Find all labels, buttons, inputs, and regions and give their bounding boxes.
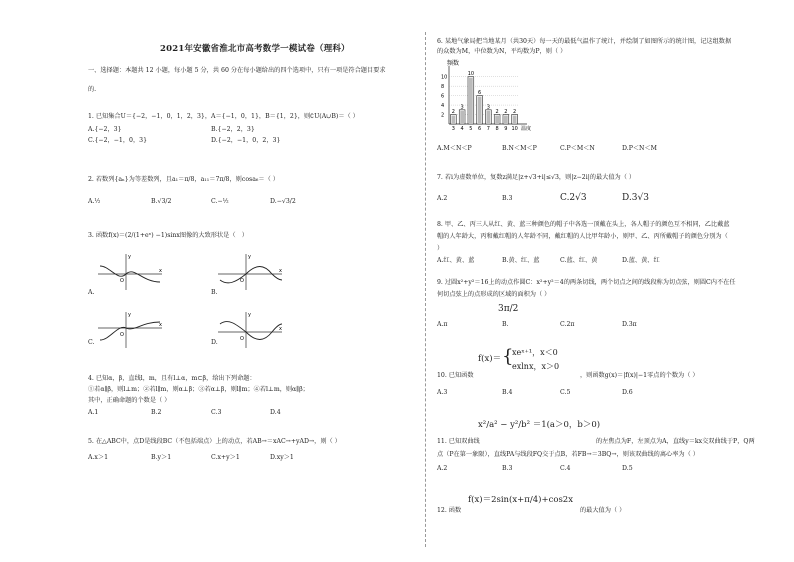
q3-graph-a[interactable] [96,252,166,292]
question-8-text: 8. 甲、乙、丙三人从红、黄、蓝三种颜色的帽子中各选一顶戴在头上，各人帽子的颜色互不相同，乙比戴蓝 [437,221,730,228]
question-11-tail: 的左焦点为F，左顶点为A，直线y＝kx交双曲线于P，Q两 [596,438,755,445]
q1-option-c[interactable]: C.{−2，−1，0，3} [88,137,148,144]
q9-option-c[interactable]: C.2π [560,321,575,328]
x-axis-label: 温度 [521,126,532,132]
column-divider [425,32,426,547]
question-8-text-end: ） [437,245,444,252]
x-tick-label: 10 [511,126,518,132]
question-12-tail: 的最大值为（ ） [580,507,626,514]
q4-option-c[interactable]: C.3 [211,409,222,416]
q6-bar-chart [437,58,547,138]
y-tick-label: 6 [441,93,445,100]
question-5-text: 5. 在△ABC中，点D是线段BC（不包括端点）上的动点，若AB→＝xAC→+yAD→，则（ ） [88,438,341,445]
q10-brace: { [502,346,514,367]
q11-option-d[interactable]: D.5 [622,465,633,472]
question-4-propositions: ①若α∥β，则l⊥m；②若l∥m，则α⊥β；③若α⊥β，则l∥m；④若l⊥m，则α∥β； [88,386,309,393]
question-10-lead: 10. 已知函数 [437,372,474,379]
q11-hyperbola-eq: x²/a² − y²/b² ＝1(a＞0，b＞0) [478,420,601,430]
question-11-text-cont: 点（P在第一象限），直线PA与线段FQ交于点B，若FB→＝3BQ→，则该双曲线的离心率为（ ） [437,451,699,458]
q3-option-a[interactable]: A. [88,289,95,296]
q2-option-a[interactable]: A.½ [88,198,101,205]
svg-text:x: x [279,268,282,274]
question-12-lead: 12. 函数 [437,507,462,514]
q11-option-b[interactable]: B.3 [502,465,513,472]
y-axis-label: 频数 [447,60,460,67]
svg-text:x: x [159,268,162,274]
bar-fill [504,116,508,124]
q7-option-c[interactable]: C.2√3 [560,193,587,203]
svg-text:O: O [240,278,244,284]
svg-text:y: y [248,312,251,318]
bar-fill [513,116,517,124]
bar-value-label: 2 [495,109,499,116]
svg-text:y: y [128,254,131,260]
question-6-text-cont: 的众数为M，中位数为N，平均数为P，则（ ） [437,48,567,55]
y-tick-label: 10 [441,74,448,81]
q4-option-a[interactable]: A.1 [88,409,99,416]
q11-option-a[interactable]: A.2 [437,465,448,472]
q2-option-d[interactable]: D.−√3/2 [270,198,296,205]
svg-text:x: x [159,322,162,328]
x-tick-label: 5 [469,126,473,132]
x-tick-label: 6 [478,126,482,132]
q2-option-b[interactable]: B.√3/2 [151,198,172,205]
q1-option-d[interactable]: D.{−2，−1，0，2，3} [211,137,281,144]
q5-option-c[interactable]: C.x+y＞1 [211,454,240,461]
q6-option-d[interactable]: D.P＜N＜M [622,145,657,152]
q11-option-c[interactable]: C.4 [560,465,571,472]
q8-option-c[interactable]: C.蓝、红、黄 [560,257,598,264]
svg-text:O: O [120,332,124,338]
bar-value-label: 2 [504,109,508,116]
question-6-text: 6. 某地气象局把当地某月（共30天）每一天的最低气温作了统计，并绘制了如图所示的统计图，记这组数据 [437,38,732,45]
x-tick-label: 4 [460,126,464,132]
q7-option-b[interactable]: B.3 [502,195,513,202]
question-11-lead: 11. 已知双曲线 [437,438,480,445]
q6-option-a[interactable]: A.M＜N＜P [437,145,472,152]
svg-text:y: y [128,312,131,318]
section-heading-cont: 的. [88,86,97,93]
x-tick-label: 7 [486,126,490,132]
q8-option-d[interactable]: D.蓝、黄、红 [622,257,660,264]
bar-value-label: 3 [486,104,490,111]
q10-option-c[interactable]: C.5 [560,389,571,396]
q5-option-b[interactable]: B.y＞1 [151,454,172,461]
bar-fill [495,116,499,124]
q9-option-b-fraction: 3π/2 [498,304,519,314]
q9-option-a[interactable]: A.π [437,321,448,328]
q12-function-eq: f(x)＝2sin(x+π/4)+cos2x [468,495,574,505]
question-4-ask: 其中，正确命题的个数是（ ） [88,397,171,404]
q10-function-name: f(x)＝ [478,354,502,364]
x-tick-label: 9 [504,126,508,132]
q1-option-a[interactable]: A.{−2，3} [88,126,122,133]
q3-graph-b[interactable] [216,252,286,292]
bar-value-label: 6 [478,90,482,97]
bar-value-label: 3 [460,104,464,111]
q8-option-a[interactable]: A.红、黄、蓝 [437,257,475,264]
q9-option-b[interactable]: B. [502,321,509,328]
bar-value-label: 10 [467,71,475,78]
question-10-tail: ，则函数g(x)＝|f(x)|−1零点的个数为（ ） [580,372,699,379]
q10-option-a[interactable]: A.3 [437,389,448,396]
q5-option-a[interactable]: A.x＞1 [88,454,109,461]
svg-text:x: x [279,326,282,332]
section-heading: 一、选择题：本题共 12 小题，每小题 5 分，共 60 分在每小题给出的四个选项中，只有一项是符合题目要求 [88,67,386,74]
x-tick-label: 3 [451,126,455,132]
page-title: 2021年安徽省淮北市高考数学一模试卷（理科） [160,44,350,54]
bar-fill [452,116,456,124]
q6-option-b[interactable]: B.N＜M＜P [502,145,537,152]
q7-option-a[interactable]: A.2 [437,195,448,202]
q4-option-d[interactable]: D.4 [270,409,281,416]
bar-value-label: 2 [451,109,455,116]
question-1-text: 1. 已知集合U＝{−2，−1，0，1，2，3}，A＝{−1，0，1}，B＝{1，2}，则∁U(A∪B)＝（ ） [88,113,359,120]
question-9-text-cont: 何切点弦上的点形成的区域的面积为（ ） [437,291,551,298]
q3-graph-c[interactable] [96,310,166,350]
bar-fill [460,111,464,124]
question-3-text: 3. 函数f(x)＝(2/(1+eˣ) −1)sinx图像的大致形状是（ ） [88,232,248,239]
x-tick-label: 8 [495,126,499,132]
q4-option-b[interactable]: B.2 [151,409,162,416]
q3-graph-d[interactable] [216,310,286,350]
y-tick-label: 8 [441,84,445,91]
question-4-text: 4. 已知α，β，直线l，m，且有l⊥α，m⊂β，给出下列命题： [88,375,256,382]
q6-option-c[interactable]: C.P＜M＜N [560,145,595,152]
q3-option-d[interactable]: D. [211,339,218,346]
q8-option-b[interactable]: B.黄、红、蓝 [502,257,540,264]
q10-piece-2: exlnx，x＞0 [512,362,560,371]
q1-option-b[interactable]: B.{−2，2，3} [211,126,255,133]
q10-option-d[interactable]: D.6 [622,389,633,396]
q7-option-d[interactable]: D.3√3 [622,193,649,203]
q3-option-b[interactable]: B. [211,289,218,296]
svg-text:O: O [120,278,124,284]
question-9-text: 9. 过圆x²+y²＝16上的动点作圆C：x²+y²＝4的两条切线，两个切点之间的线段称为切点弦，则圆C内不在任 [437,279,736,286]
svg-text:O: O [240,336,244,342]
question-8-text-cont: 帽的人年龄大，丙和戴红帽的人年龄不同，戴红帽的人比甲年龄小，则甲、乙、丙所戴帽子的颜色分别为（ [437,233,728,240]
bar-fill [487,111,491,124]
q10-option-b[interactable]: B.4 [502,389,513,396]
y-tick-label: 2 [441,112,445,119]
svg-text:y: y [248,254,251,260]
y-tick-label: 4 [441,103,445,110]
q2-option-c[interactable]: C.−½ [211,198,229,205]
question-2-text: 2. 若数列{aₙ}为等差数列，且a₁＝π/8，a₁₁＝7π/8，则cosa₆＝（ ） [88,176,279,183]
bar-fill [478,97,482,124]
bar-fill [469,78,473,124]
q10-piece-1: xeˣ⁺¹，x＜0 [512,348,558,357]
bar-value-label: 2 [513,109,517,116]
question-7-text: 7. 若i为虚数单位，复数z满足|z+√3+i|≤√3，则|z−2i|的最大值为（ ） [437,174,636,181]
q9-option-d[interactable]: D.3π [622,321,637,328]
q5-option-d[interactable]: D.xy＞1 [270,454,294,461]
q3-option-c[interactable]: C. [88,339,95,346]
